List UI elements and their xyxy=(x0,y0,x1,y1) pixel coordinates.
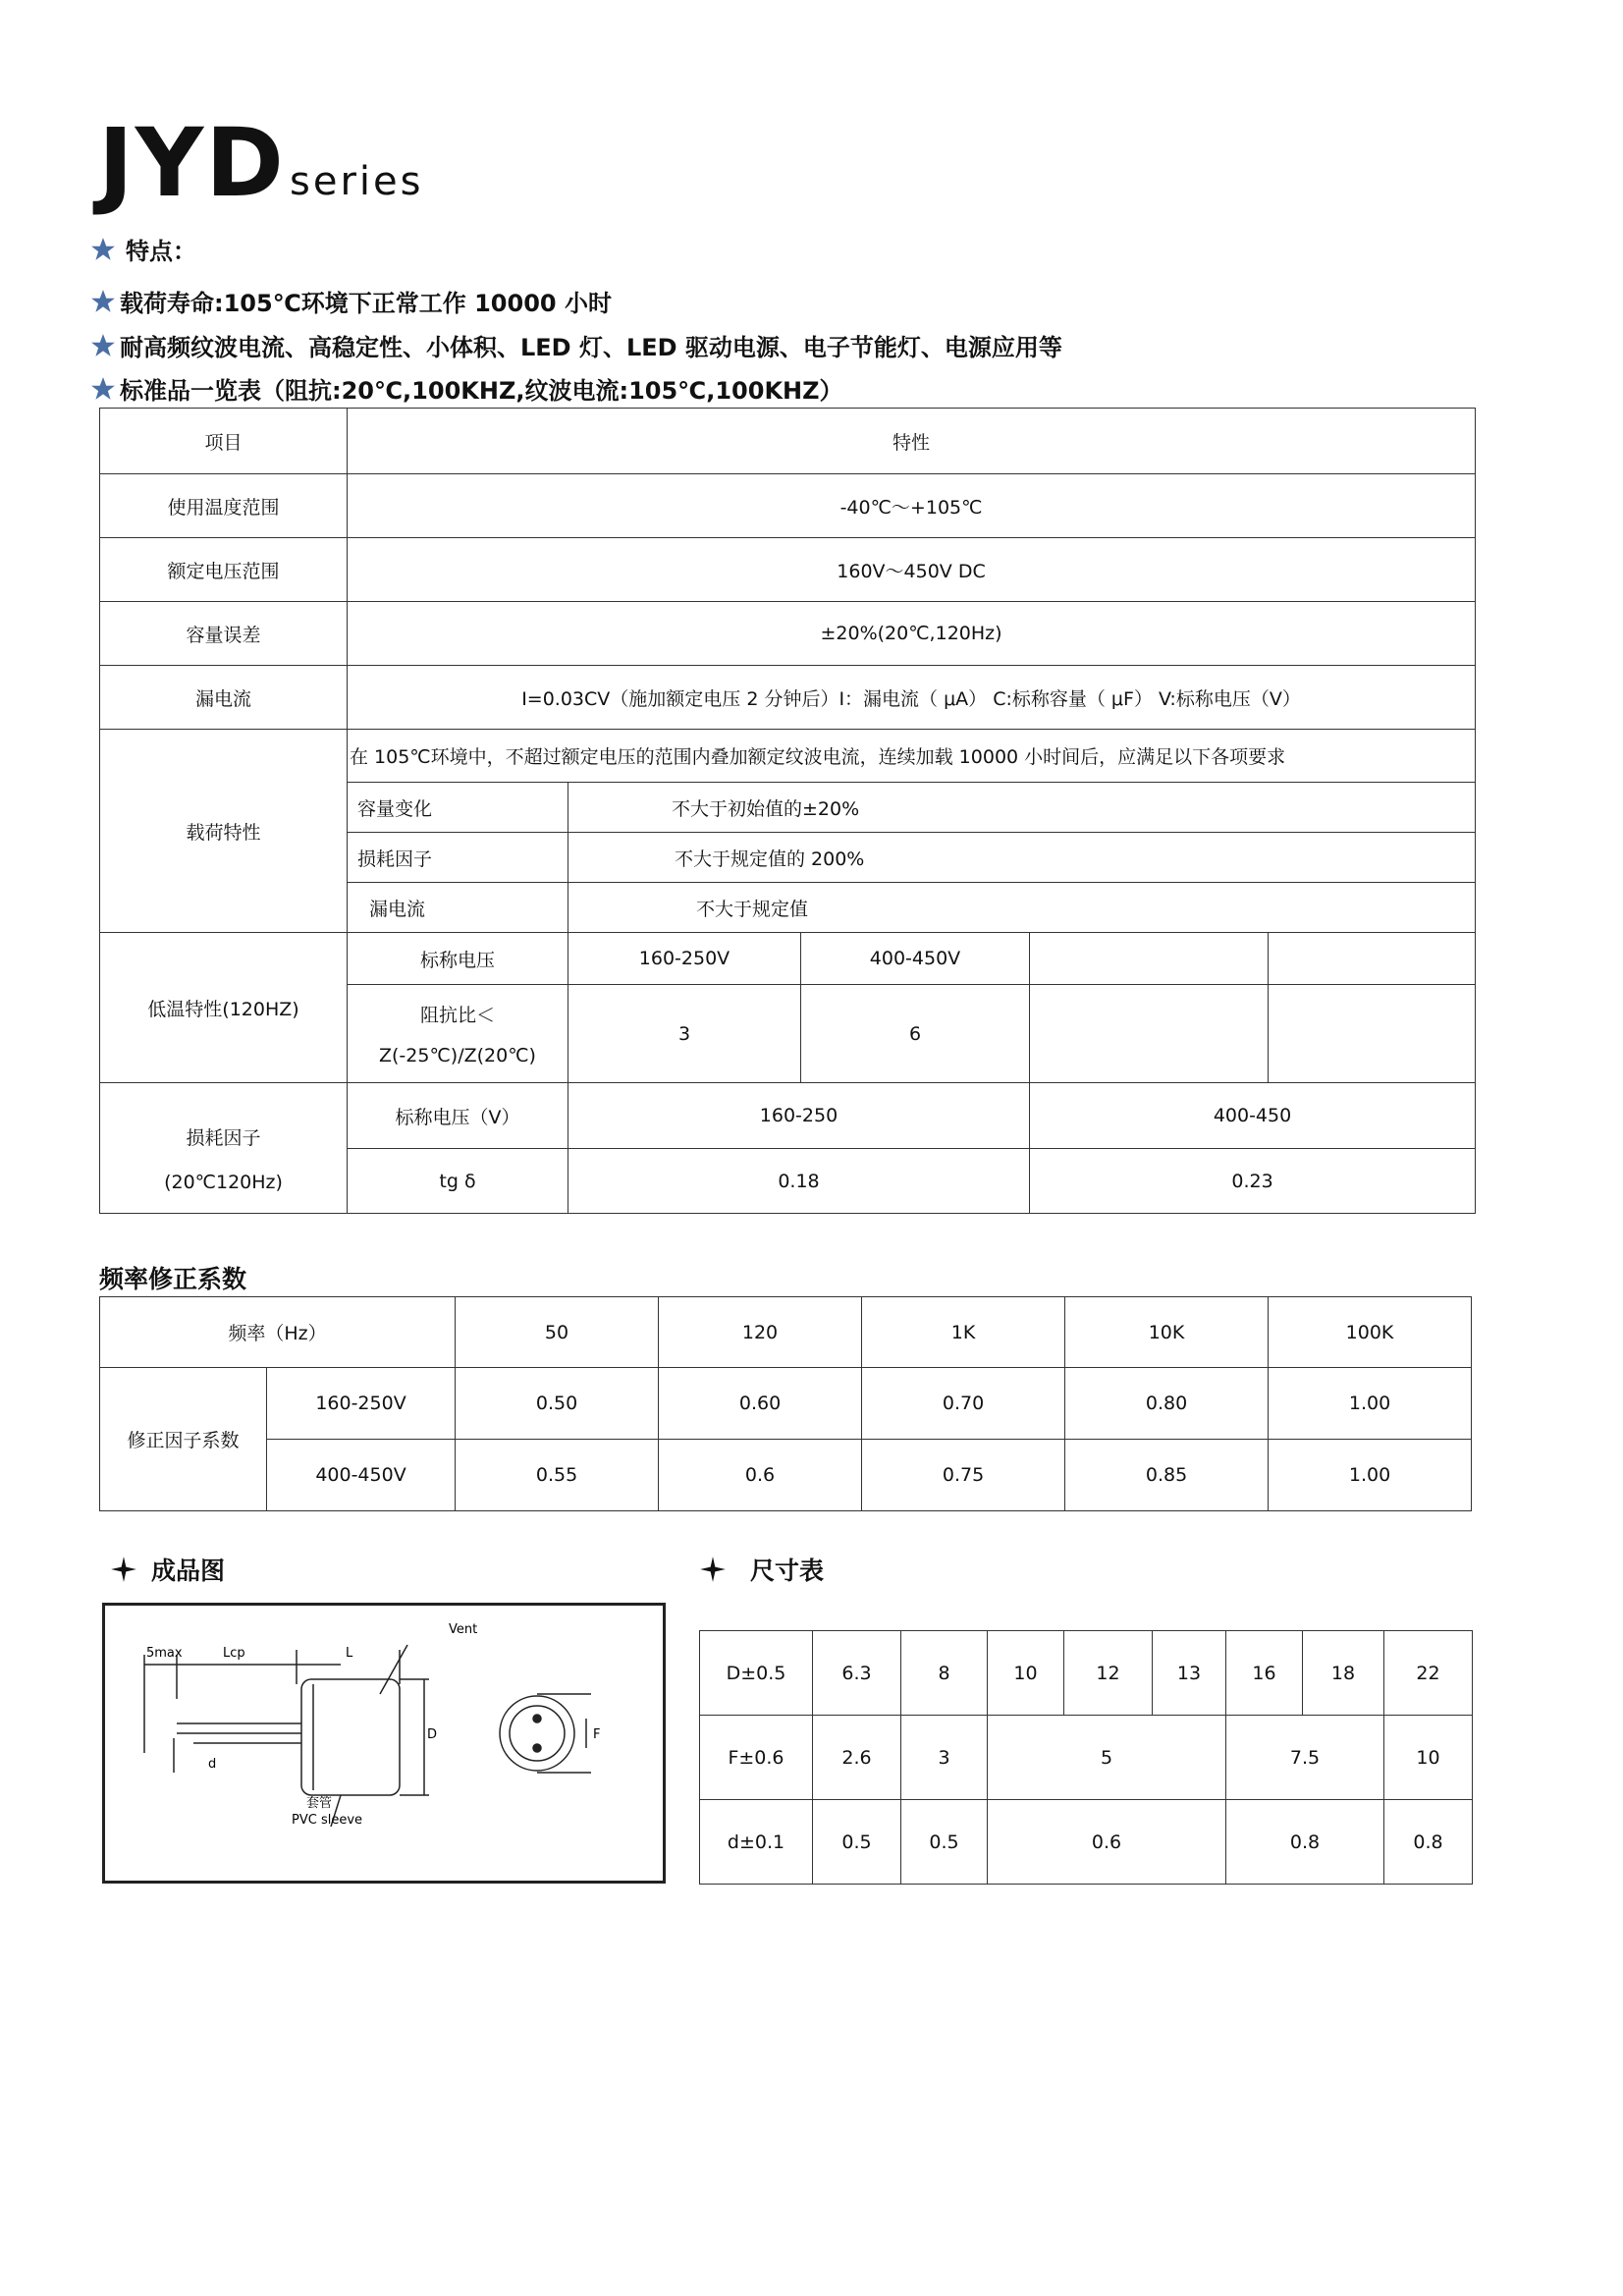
table-row xyxy=(100,602,1476,666)
freq-value: 10K xyxy=(1065,1297,1269,1368)
impedance-ratio-value: 6 xyxy=(801,985,1030,1083)
dims-section-label: 尺寸表 xyxy=(750,1557,825,1585)
leakage-current-value: I=0.03CV（施加额定电压 2 分钟后）I：漏电流（ μA） C:标称容量（ μF） V:标称电压（V） xyxy=(348,666,1476,730)
dim-lead-value: 0.8 xyxy=(1384,1800,1473,1885)
four-point-star-icon xyxy=(699,1556,727,1583)
dims-section-title xyxy=(699,1552,824,1587)
leakage-current-label: 漏电流 xyxy=(100,666,348,730)
factor-value: 0.6 xyxy=(659,1440,862,1511)
label-d-big: D xyxy=(427,1727,438,1742)
dissipation-factor-label-line1: 损耗因子 xyxy=(186,1126,261,1149)
dim-f-value: 5 xyxy=(988,1716,1226,1800)
dim-f-value: 7.5 xyxy=(1226,1716,1384,1800)
dim-lead-value: 0.5 xyxy=(901,1800,988,1885)
factor-value: 0.75 xyxy=(862,1440,1065,1511)
load-row-key: 容量变化 xyxy=(348,783,568,833)
bullet-load-life xyxy=(90,284,612,318)
dissipation-factor-label xyxy=(100,1083,348,1214)
star-icon xyxy=(90,289,116,314)
header-item: 项目 xyxy=(100,409,348,474)
table-row xyxy=(100,1440,1472,1511)
table-row xyxy=(700,1800,1473,1885)
bullet-text: 耐高频纹波电流、高稳定性、小体积、LED 灯、LED 驱动电源、电子节能灯、电源应用等 xyxy=(120,334,1062,361)
product-drawing-frame xyxy=(102,1603,666,1884)
bullet-text: 标准品一览表（阻抗:20℃,100KHZ,纹波电流:105℃,100KHZ） xyxy=(120,377,843,405)
freq-table xyxy=(99,1296,1472,1511)
dim-f-value: 10 xyxy=(1384,1716,1473,1800)
factor-label: 修正因子系数 xyxy=(100,1368,267,1511)
label-f: F xyxy=(593,1727,601,1742)
freq-label: 频率（Hz） xyxy=(100,1297,456,1368)
freq-value: 120 xyxy=(659,1297,862,1368)
label-l: L xyxy=(346,1646,353,1661)
table-row xyxy=(700,1716,1473,1800)
load-characteristics-desc: 在 105℃环境中，不超过额定电压的范围内叠加额定纹波电流，连续加载 10000 小时间后，应满足以下各项要求 xyxy=(348,730,1476,783)
freq-value: 1K xyxy=(862,1297,1065,1368)
table-row xyxy=(100,1368,1472,1440)
df-voltage-label: 标称电压（V） xyxy=(348,1083,568,1149)
factor-value: 1.00 xyxy=(1269,1368,1472,1440)
temp-range-label: 使用温度范围 xyxy=(100,474,348,538)
empty-cell xyxy=(1030,933,1269,985)
capacitance-tolerance-value: ±20%(20℃,120Hz) xyxy=(348,602,1476,666)
freq-value: 50 xyxy=(456,1297,659,1368)
label-sleeve-en: PVC sleeve xyxy=(292,1813,363,1828)
star-icon xyxy=(90,237,116,262)
dim-lead-value: 0.8 xyxy=(1226,1800,1384,1885)
impedance-ratio-value: 3 xyxy=(568,985,801,1083)
dim-d-value: 22 xyxy=(1384,1631,1473,1716)
bullet-text: 特点： xyxy=(126,238,196,265)
freq-section-title: 频率修正系数 xyxy=(99,1265,247,1293)
table-row xyxy=(100,409,1476,474)
dim-lead-value: 0.5 xyxy=(813,1800,901,1885)
dim-f-value: 3 xyxy=(901,1716,988,1800)
factor-voltage: 400-450V xyxy=(267,1440,456,1511)
star-icon xyxy=(90,376,116,402)
low-temp-voltage: 160-250V xyxy=(568,933,801,985)
load-row-key: 损耗因子 xyxy=(348,833,568,883)
series-subtitle: series xyxy=(290,159,424,204)
load-row-value: 不大于规定值的 200% xyxy=(568,833,1476,883)
label-lcp: Lcp xyxy=(223,1646,245,1661)
temp-range-value: -40℃～+105℃ xyxy=(348,474,1476,538)
load-row-key: 漏电流 xyxy=(348,883,568,933)
star-icon xyxy=(90,333,116,358)
table-row xyxy=(100,933,1476,985)
table-row xyxy=(100,666,1476,730)
load-characteristics-label: 载荷特性 xyxy=(100,730,348,933)
dim-d-label: D±0.5 xyxy=(700,1631,813,1716)
tg-delta-value: 0.18 xyxy=(568,1149,1030,1214)
bullet-applications xyxy=(90,328,1062,362)
factor-voltage: 160-250V xyxy=(267,1368,456,1440)
df-voltage: 400-450 xyxy=(1030,1083,1476,1149)
impedance-ratio-label-line1: 阻抗比＜ xyxy=(419,1005,495,1026)
table-row xyxy=(700,1631,1473,1716)
dim-lead-value: 0.6 xyxy=(988,1800,1226,1885)
dim-d-value: 12 xyxy=(1064,1631,1153,1716)
dims-table xyxy=(699,1630,1473,1885)
label-sleeve-cn: 套管 xyxy=(306,1796,333,1811)
dim-d-value: 18 xyxy=(1303,1631,1384,1716)
dim-d-value: 10 xyxy=(988,1631,1064,1716)
low-temp-label: 低温特性(120HZ) xyxy=(100,933,348,1083)
empty-cell xyxy=(1030,985,1269,1083)
dim-f-label: F±0.6 xyxy=(700,1716,813,1800)
spec-table xyxy=(99,408,1476,1214)
factor-value: 0.85 xyxy=(1065,1440,1269,1511)
capacitance-tolerance-label: 容量误差 xyxy=(100,602,348,666)
table-row xyxy=(100,1083,1476,1149)
dissipation-factor-label-line2: (20℃120Hz) xyxy=(164,1171,283,1193)
label-5max: 5max xyxy=(146,1646,183,1661)
label-d-small: d xyxy=(208,1757,217,1772)
table-row xyxy=(100,730,1476,783)
dim-d-value: 8 xyxy=(901,1631,988,1716)
low-temp-voltage-label: 标称电压 xyxy=(348,933,568,985)
factor-value: 1.00 xyxy=(1269,1440,1472,1511)
dim-d-value: 13 xyxy=(1153,1631,1226,1716)
tg-delta-label: tg δ xyxy=(348,1149,568,1214)
dim-lead-label: d±0.1 xyxy=(700,1800,813,1885)
table-row xyxy=(100,1297,1472,1368)
empty-cell xyxy=(1269,985,1476,1083)
product-section-label: 成品图 xyxy=(151,1557,226,1585)
empty-cell xyxy=(1269,933,1476,985)
factor-value: 0.60 xyxy=(659,1368,862,1440)
df-voltage: 160-250 xyxy=(568,1083,1030,1149)
dim-d-value: 16 xyxy=(1226,1631,1303,1716)
table-row xyxy=(100,538,1476,602)
factor-value: 0.50 xyxy=(456,1368,659,1440)
freq-value: 100K xyxy=(1269,1297,1472,1368)
bullet-features xyxy=(90,232,196,266)
dim-d-value: 6.3 xyxy=(813,1631,901,1716)
table-row xyxy=(100,474,1476,538)
voltage-range-label: 额定电压范围 xyxy=(100,538,348,602)
label-vent: Vent xyxy=(449,1622,478,1637)
load-row-value: 不大于规定值 xyxy=(568,883,1476,933)
bullet-standard-list xyxy=(90,371,843,406)
four-point-star-icon xyxy=(110,1556,137,1583)
dim-f-value: 2.6 xyxy=(813,1716,901,1800)
factor-value: 0.80 xyxy=(1065,1368,1269,1440)
factor-value: 0.55 xyxy=(456,1440,659,1511)
voltage-range-value: 160V～450V DC xyxy=(348,538,1476,602)
load-row-value: 不大于初始值的±20% xyxy=(568,783,1476,833)
header-characteristics: 特性 xyxy=(348,409,1476,474)
product-section-title xyxy=(110,1552,225,1587)
impedance-ratio-label-line2: Z(-25℃)/Z(20℃) xyxy=(379,1045,536,1066)
low-temp-voltage: 400-450V xyxy=(801,933,1030,985)
tg-delta-value: 0.23 xyxy=(1030,1149,1476,1214)
factor-value: 0.70 xyxy=(862,1368,1065,1440)
bullet-text: 载荷寿命:105℃环境下正常工作 10000 小时 xyxy=(120,290,612,317)
series-title: JYD xyxy=(98,108,286,218)
capacitor-drawing xyxy=(105,1606,663,1881)
impedance-ratio-label xyxy=(348,985,568,1083)
